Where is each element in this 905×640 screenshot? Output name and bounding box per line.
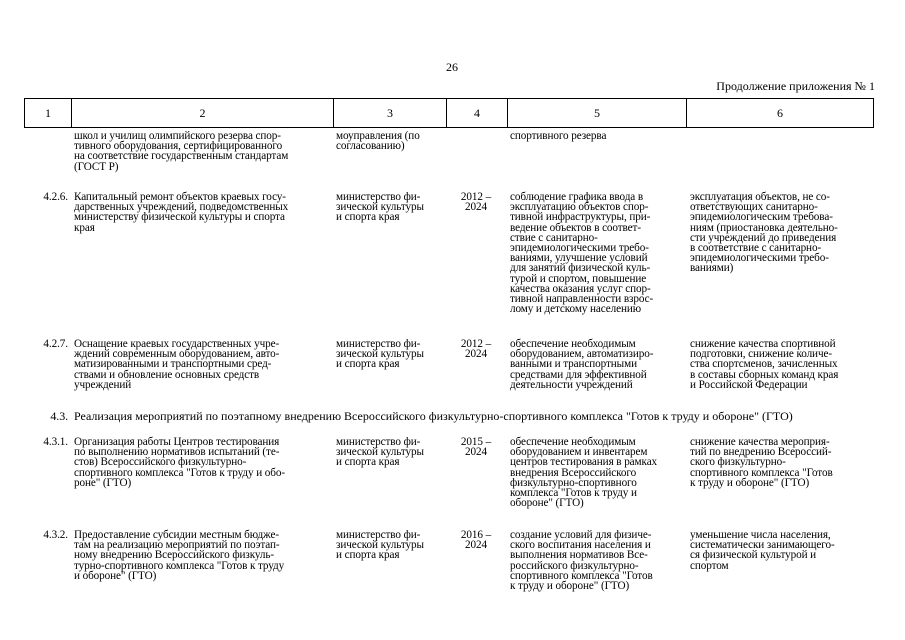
measure-name: Предоставление субсидии местным бюдже- там на реализацию мероприятий по поэтап- ному внедрению Всероссийского физкуль- турно-спортивного комплекса "Готов к труду и обороне" (ГТО) — [74, 529, 285, 582]
implementation-period: 2016 – 2024 — [460, 529, 492, 552]
column-header-6: 6 — [777, 106, 783, 120]
non-implementation-consequences: снижение качества мероприя- тий по внедрению Всероссий- ского физкультурно- спортивного комплекса "Готов к труду и обороне" (ГТО) — [690, 436, 833, 489]
expected-result: спортивного резерва — [510, 130, 607, 142]
continuation-caption: Продолжение приложения № 1 — [716, 79, 875, 93]
implementation-period: 2015 – 2024 — [460, 436, 492, 459]
executor: министерство фи- зической культуры и спорта края — [336, 338, 424, 371]
implementation-period: 2012 – 2024 — [460, 191, 492, 214]
measure-name: Организация работы Центров тестирования по выполнению нормативов испытаний (те- стов) Всероссийского физкультурно- спортивного комплекса "Готов к труду и обо- роне" (ГТО) — [74, 436, 285, 489]
item-number: 4.3.1. — [43, 436, 68, 448]
column-header-4: 4 — [474, 106, 480, 120]
item-number: 4.3.2. — [43, 529, 68, 541]
implementation-period: 2012 – 2024 — [460, 338, 492, 361]
expected-result: обеспечение необходимым оборудованием, автоматизиро- ванными и транспортными средствами для эффективной деятельности учреждений — [510, 338, 654, 391]
expected-result: обеспечение необходимым оборудованием и инвентарем центров тестирования в рамках внедрения Всероссийского физкультурно-спортивного комплекса "Готов к труду и обороне" (ГТО) — [510, 436, 658, 510]
non-implementation-consequences: уменьшение числа населения, систематически занимающего- ся физической культурой и спортом — [690, 529, 835, 572]
column-header-5: 5 — [594, 106, 600, 120]
table-header-row — [24, 98, 874, 128]
measure-name: Капитальный ремонт объектов краевых госу- дарственных учреждений, подведомственных министерству физической культуры и спорта края — [74, 191, 289, 234]
column-header-1: 1 — [45, 106, 51, 120]
item-number: 4.2.7. — [43, 338, 68, 350]
non-implementation-consequences: снижение качества спортивной подготовки, снижение количе- ства спортсменов, зачисленных в составы сборных команд края и Российской Федерации — [690, 338, 839, 391]
section-number: 4.3. — [50, 409, 68, 423]
expected-result: создание условий для физиче- ского воспитания населения и выполнения нормативов Все- российского физкультурно- спортивного комплекса "Готов к труду и обороне" (ГТО) — [510, 529, 653, 593]
executor: министерство фи- зической культуры и спорта края — [336, 436, 424, 469]
item-number: 4.2.6. — [43, 191, 68, 203]
executor: министерство фи- зической культуры и спорта края — [336, 191, 424, 224]
measure-name: школ и училищ олимпийского резерва спор- тивного оборудования, сертифицированного на соответствие государственным стандартам (ГОСТ Р) — [74, 130, 289, 173]
page-number: 26 — [446, 60, 458, 74]
measure-name: Оснащение краевых государственных учре- ждений современным оборудованием, авто- матизированными и транспортными сред- ствами и обновление основных средств учреждений — [74, 338, 280, 391]
non-implementation-consequences: эксплуатация объектов, не со- ответствующих санитарно- эпидемиологическим требова- ниям (приостановка деятельно- сти учреждений до приведения в соответствие с санитарно- эпидемиологическими требо- ваниями) — [690, 191, 838, 275]
section-title: Реализация мероприятий по поэтапному внедрению Всероссийского физкультурно-спортивного комплекса "Готов к труду и обороне" (ГТО) — [74, 409, 793, 423]
column-header-3: 3 — [387, 106, 393, 120]
column-header-2: 2 — [199, 106, 206, 120]
expected-result: соблюдение графика ввода в эксплуатацию объектов спор- тивной инфраструктуры, при- ведение объектов в соответ- ствие с санитарно- эпидемиологическими требо- ваниями, улучшение условий для занятий физической куль- турой и спортом, повышение качества оказания услуг спор- тивной направленности взрос- лому и детскому населению — [510, 191, 654, 316]
executor: министерство фи- зической культуры и спорта края — [336, 529, 424, 562]
executor: моуправления (по согласованию) — [336, 130, 420, 153]
